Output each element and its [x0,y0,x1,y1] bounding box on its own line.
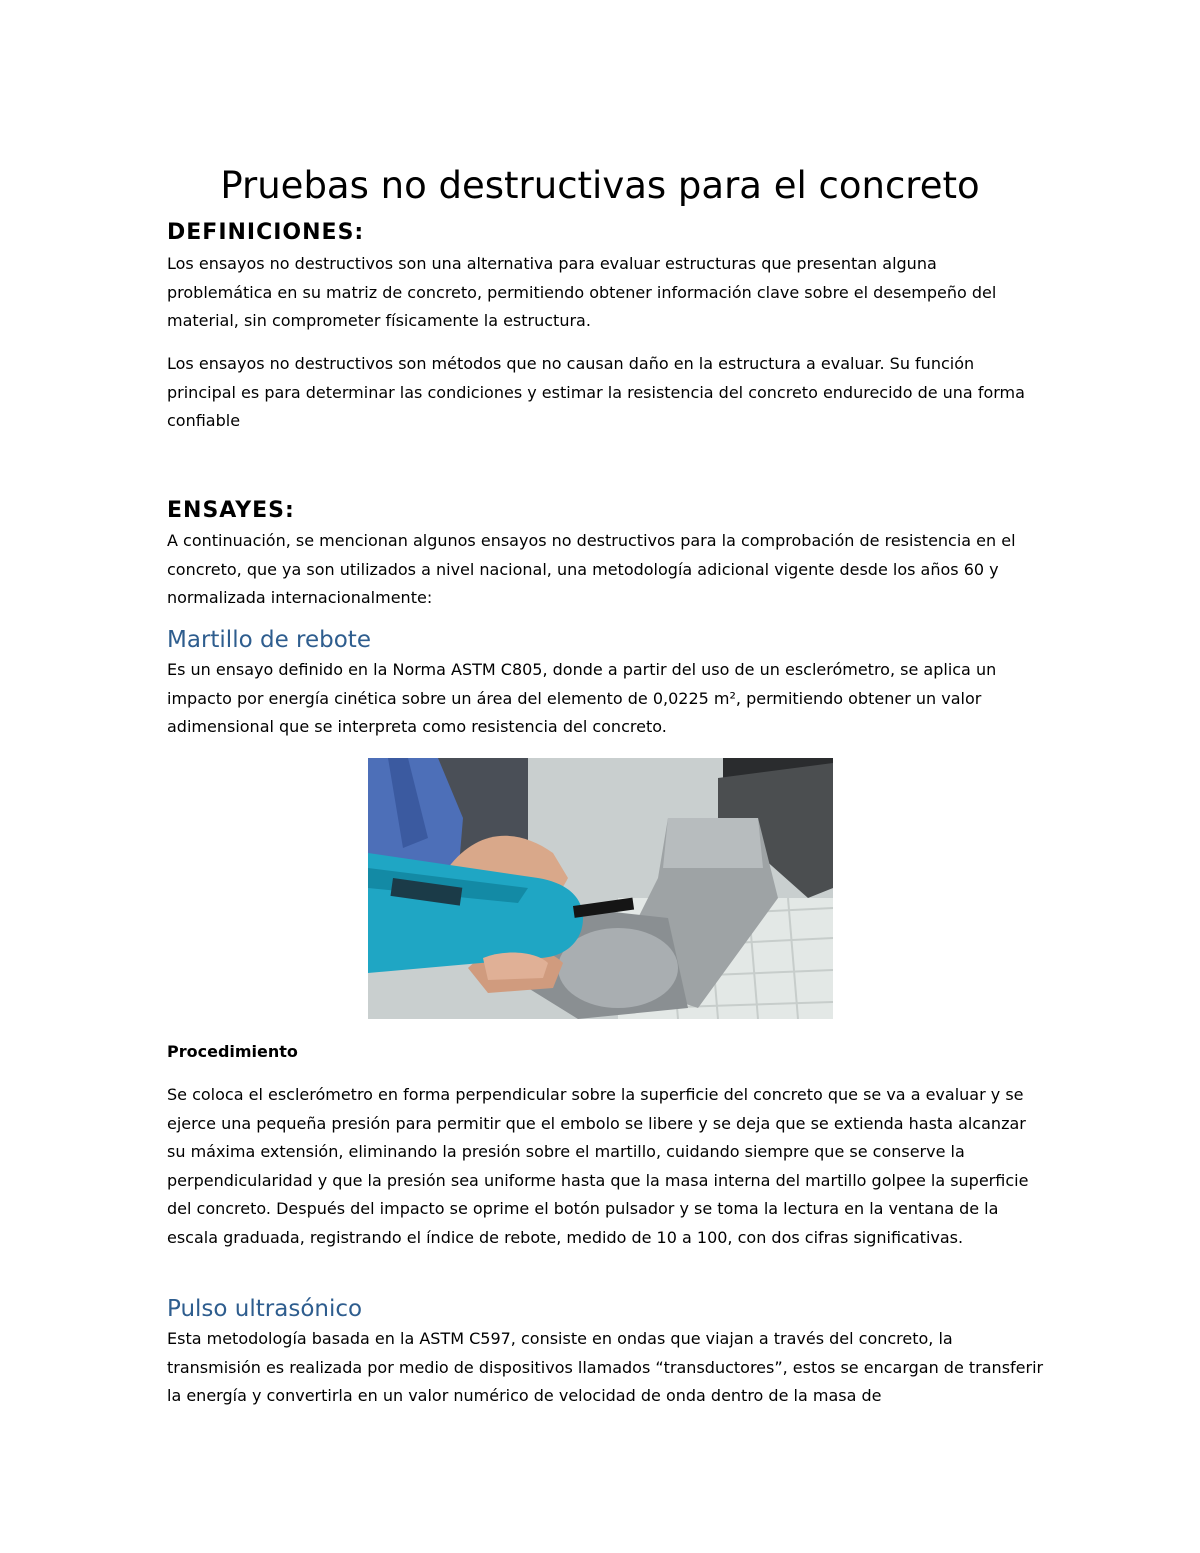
pulso-text: Esta metodología basada en la ASTM C597, consiste en ondas que viajan a través del concreto, la transmisión es realizada por medio de dispositivos llamados “transductores”, estos se encargan de transferir la energía y convertirla en un valor numérico de velocidad de onda dentro de la masa de [167,1329,1044,1405]
ensayes-intro: A continuación, se mencionan algunos ensayos no destructivos para la comprobación de resistencia en el concreto, que ya son utilizados a nivel nacional, una metodología adicional vigente desde los años 60 y normalizada internacionalmente: [167,531,1016,607]
definiciones-heading: DEFINICIONES: [167,220,365,245]
definiciones-paragraph-1: Los ensayos no destructivos son una alternativa para evaluar estructuras que presentan alguna problemática en su matriz de concreto, permitiendo obtener información clave sobre el desempeño del material, sin comprometer físicamente la estructura. [167,254,997,330]
ensayes-heading: ENSAYES: [167,498,295,523]
procedimiento-text: Se coloca el esclerómetro en forma perpendicular sobre la superficie del concreto que se va a evaluar y se ejerce una pequeña presión para permitir que el embolo se libere y se deja que se extienda hasta alcanzar su máxima extensión, eliminando la presión sobre el martillo, cuidando siempre que se conserve la perpendicularidad y que la presión sea uniforme hasta que la masa interna del martillo golpee la superficie del concreto. Después del impacto se oprime el botón pulsador y se toma la lectura en la ventana de la escala graduada, registrando el índice de rebote, medido de 10 a 100, con dos cifras significativas. [167,1085,1029,1247]
page-title: Pruebas no destructivas para el concreto [220,164,980,207]
procedimiento-label: Procedimiento [167,1042,298,1061]
pulso-heading: Pulso ultrasónico [167,1296,363,1322]
definiciones-paragraph-2: Los ensayos no destructivos son métodos que no causan daño en la estructura a evaluar. Su función principal es para determinar las condiciones y estimar la resistencia del concreto endurecido de una forma confiable [167,354,1025,430]
martillo-text: Es un ensayo definido en la Norma ASTM C805, donde a partir del uso de un esclerómetro, se aplica un impacto por energía cinética sobre un área del elemento de 0,0225 m², permitiendo obtener un valor adimensional que se interpreta como resistencia del concreto. [167,660,997,736]
rebound-hammer-photo [368,758,833,1019]
martillo-heading: Martillo de rebote [167,627,371,653]
